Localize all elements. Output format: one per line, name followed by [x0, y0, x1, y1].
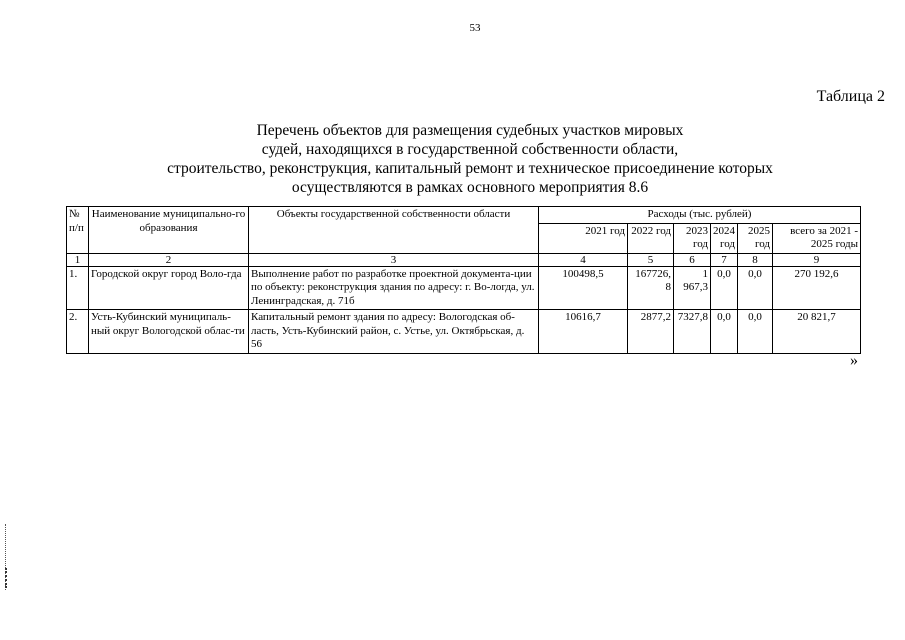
row-object: Капитальный ремонт здания по адресу: Вологодская об-ласть, Усть-Кубинский район, с. Устье, ул. Октябрьская, д. 56 — [249, 310, 539, 354]
column-number: 8 — [738, 253, 773, 266]
page-number: 53 — [469, 22, 481, 34]
row-2024: 0,0 — [711, 266, 738, 310]
title-line: судей, находящихся в государственной собственности области, — [261, 141, 679, 158]
row-2021: 10616,7 — [539, 310, 628, 354]
column-number: 6 — [674, 253, 711, 266]
row-2025: 0,0 — [738, 310, 773, 354]
header-municipality: Наименование муниципально-го образования — [89, 207, 249, 254]
row-2025: 0,0 — [738, 266, 773, 310]
column-number: 7 — [711, 253, 738, 266]
header-year: 2021 год — [539, 223, 628, 253]
header-total: всего за 2021 - 2025 годы — [773, 223, 861, 253]
row-2023: 7327,8 — [674, 310, 711, 354]
column-number: 1 — [67, 253, 89, 266]
row-total: 20 821,7 — [773, 310, 861, 354]
row-total: 270 192,6 — [773, 266, 861, 310]
document-title — [140, 121, 800, 197]
closing-quote: » — [850, 352, 858, 369]
row-municipality: Усть-Кубинский муниципаль-ный округ Вологодской облас-ти — [89, 310, 249, 354]
header-expenses: Расходы (тыс. рублей) — [539, 207, 861, 224]
row-object: Выполнение работ по разработке проектной документа-ции по объекту: реконструкция здания по адресу: г. Во-логда, ул. Ленинградская, д. 71б — [249, 266, 539, 310]
column-number: 9 — [773, 253, 861, 266]
header-year: 2022 год — [628, 223, 674, 253]
row-num: 1. — [67, 266, 89, 310]
table-row — [67, 266, 861, 310]
objects-table — [66, 206, 861, 354]
column-number-row — [67, 253, 861, 266]
row-2022: 2877,2 — [628, 310, 674, 354]
title-line: осуществляются в рамках основного мероприятия 8.6 — [291, 179, 649, 196]
column-number: 5 — [628, 253, 674, 266]
column-number: 3 — [249, 253, 539, 266]
table-row — [67, 310, 861, 354]
row-2021: 100498,5 — [539, 266, 628, 310]
row-2024: 0,0 — [711, 310, 738, 354]
column-number: 2 — [89, 253, 249, 266]
header-row — [67, 207, 861, 224]
row-num: 2. — [67, 310, 89, 354]
row-2023: 1 967,3 — [674, 266, 711, 310]
header-num: № п/п — [67, 207, 89, 254]
header-objects: Объекты государственной собственности области — [249, 207, 539, 254]
title-line: Перечень объектов для размещения судебных участков мировых — [256, 122, 684, 139]
row-2022: 167726,8 — [628, 266, 674, 310]
row-municipality: Городской округ город Воло-гда — [89, 266, 249, 310]
header-year: 2023 год — [674, 223, 711, 253]
header-year: 2024 год — [711, 223, 738, 253]
header-year: 2025 год — [738, 223, 773, 253]
margin-scan-marks — [5, 568, 10, 588]
title-line: строительство, реконструкция, капитальный ремонт и техническое присоединение которых — [167, 160, 773, 177]
table-label: Таблица 2 — [816, 88, 885, 105]
column-number: 4 — [539, 253, 628, 266]
